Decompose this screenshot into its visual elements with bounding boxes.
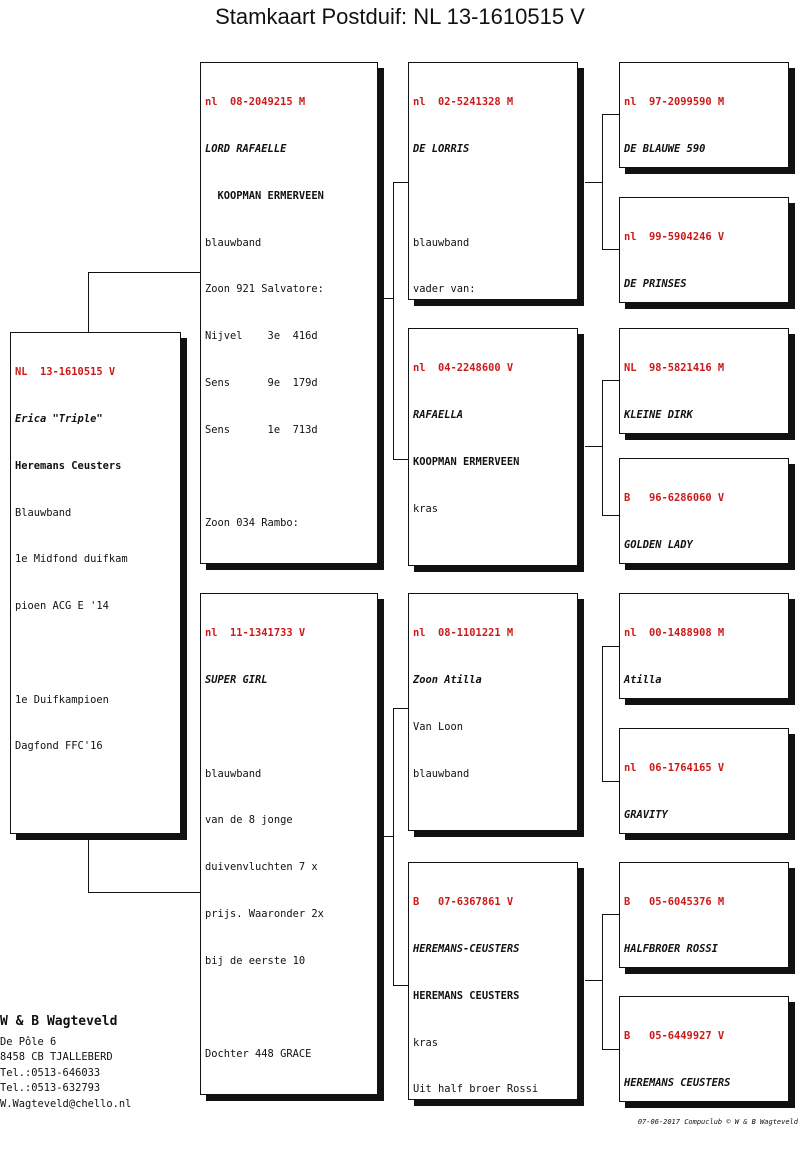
pigeon-name: DE BLAUWE 590: [624, 142, 706, 155]
pigeon-name: LORD RAFAELLE: [205, 142, 287, 155]
pigeon-name: SUPER GIRL: [205, 673, 268, 686]
info-line: [205, 563, 373, 564]
ring-number: nl 02-5241328 M: [413, 96, 514, 109]
connector: [585, 446, 602, 448]
great-grandparent-card[interactable]: [619, 728, 789, 834]
info-line: Blauwband: [15, 506, 72, 519]
info-line: Zoon 921 Salvatore:: [205, 283, 324, 296]
info-line: kras: [413, 1036, 439, 1049]
pigeon-name: RAFAELLA: [413, 408, 464, 421]
info-line: Van Loon: [413, 720, 464, 733]
owner-email[interactable]: W.Wagteveld@chello.nl: [0, 1097, 132, 1110]
connector: [602, 380, 620, 516]
connector: [602, 114, 620, 250]
info-line: [15, 786, 176, 802]
info-line: [205, 469, 373, 485]
info-line: vader van:: [413, 283, 476, 296]
page-title: Stamkaart Postduif: NL 13-1610515 V: [215, 4, 585, 29]
info-line: [205, 720, 373, 736]
pigeon-name: HEREMANS-CEUSTERS: [413, 942, 520, 955]
info-line: [413, 189, 573, 205]
info-line: kras: [413, 502, 439, 515]
ring-number: NL 98-5821416 M: [624, 362, 725, 375]
ring-number: nl 08-2049215 M: [205, 96, 306, 109]
info-line: [205, 1094, 373, 1095]
info-line: bij de eerste 10: [205, 954, 306, 967]
great-grandparent-card[interactable]: [619, 458, 789, 564]
info-line: Dochter 448 GRACE: [205, 1048, 312, 1061]
info-line: Zoon 034 Rambo:: [205, 517, 299, 530]
info-line: van de 8 jonge: [205, 814, 293, 827]
connector: [88, 272, 201, 335]
father-card[interactable]: [200, 62, 378, 564]
grandmother-paternal-card[interactable]: [408, 328, 578, 566]
footer-credit: 07-06-2017 Compuclub © W & B Wagteveld: [637, 1118, 798, 1126]
great-grandparent-card[interactable]: [619, 62, 789, 168]
ring-number: B 05-6045376 M: [624, 896, 725, 909]
pigeon-name: Erica "Triple": [15, 412, 103, 425]
ring-number: B 07-6367861 V: [413, 896, 514, 909]
connector: [378, 298, 393, 300]
ring-number: nl 06-1764165 V: [624, 762, 725, 775]
ring-number: nl 00-1488908 M: [624, 627, 725, 640]
great-grandparent-card[interactable]: [619, 197, 789, 303]
owner-postcode: 8458 CB TJALLEBERD: [0, 1051, 113, 1064]
pigeon-name: Zoon Atilla: [413, 673, 482, 686]
connector: [602, 914, 620, 1050]
grandmother-maternal-card[interactable]: [408, 862, 578, 1100]
pigeon-name: HALFBROER ROSSI: [624, 942, 718, 955]
great-grandparent-card[interactable]: [619, 593, 789, 699]
ring-number: nl 99-5904246 V: [624, 231, 725, 244]
info-line: 1e Midfond duifkam: [15, 553, 128, 566]
pigeon-name: KLEINE DIRK: [624, 408, 693, 421]
connector: [88, 840, 201, 893]
info-line: Sens 1e 713d: [205, 423, 318, 436]
ring-number: NL 13-1610515 V: [15, 366, 116, 379]
great-grandparent-card[interactable]: [619, 862, 789, 968]
info-line: [15, 833, 176, 834]
connector: [585, 980, 602, 982]
great-grandparent-card[interactable]: [619, 328, 789, 434]
info-line: Nijvel 3e 416d: [205, 330, 318, 343]
connector: [393, 708, 409, 986]
pigeon-name: GOLDEN LADY: [624, 538, 693, 551]
mother-card[interactable]: [200, 593, 378, 1095]
info-line: KOOPMAN ERMERVEEN: [205, 189, 324, 202]
grandfather-paternal-card[interactable]: [408, 62, 578, 300]
info-line: pioen ACG E '14: [15, 600, 109, 613]
pigeon-name: DE PRINSES: [624, 277, 687, 290]
info-line: [15, 646, 176, 662]
owner-name: W & B Wagteveld: [0, 1014, 118, 1029]
ring-number: B 96-6286060 V: [624, 492, 725, 505]
grandfather-maternal-card[interactable]: [408, 593, 578, 831]
info-line: Sens 9e 179d: [205, 376, 318, 389]
info-line: KOOPMAN ERMERVEEN: [413, 455, 520, 468]
pigeon-name: Atilla: [624, 673, 662, 686]
ring-number: nl 97-2099590 M: [624, 96, 725, 109]
info-line: Dagfond FFC'16: [15, 740, 103, 753]
ring-number: nl 04-2248600 V: [413, 362, 514, 375]
subject-card[interactable]: [10, 332, 181, 834]
info-line: duivenvluchten 7 x: [205, 861, 318, 874]
info-line: blauwband: [205, 236, 262, 249]
pigeon-name: GRAVITY: [624, 808, 668, 821]
info-line: [205, 1000, 373, 1016]
info-line: 1e Duifkampioen: [15, 693, 109, 706]
pigeon-name: HEREMANS CEUSTERS: [624, 1076, 731, 1089]
connector: [378, 836, 393, 838]
info-line: blauwband: [413, 236, 470, 249]
info-line: prijs. Waaronder 2x: [205, 907, 324, 920]
info-line: blauwband: [205, 767, 262, 780]
great-grandparent-card[interactable]: [619, 996, 789, 1102]
info-line: Uit half broer Rossi: [413, 1083, 539, 1096]
info-line: HEREMANS CEUSTERS: [413, 989, 520, 1002]
ring-number: B 05-6449927 V: [624, 1030, 725, 1043]
connector: [602, 646, 620, 782]
ring-number: nl 11-1341733 V: [205, 627, 306, 640]
owner-phone: Tel.:0513-646033: [0, 1066, 101, 1079]
info-line: blauwband: [413, 767, 470, 780]
owner-address: De Pôle 6: [0, 1035, 57, 1048]
info-line: Heremans Ceusters: [15, 459, 122, 472]
owner-phone: Tel.:0513-632793: [0, 1082, 101, 1095]
owner-block: [0, 1014, 131, 1113]
ring-number: nl 08-1101221 M: [413, 627, 514, 640]
connector: [393, 182, 409, 460]
connector: [585, 182, 602, 184]
pigeon-name: DE LORRIS: [413, 142, 470, 155]
